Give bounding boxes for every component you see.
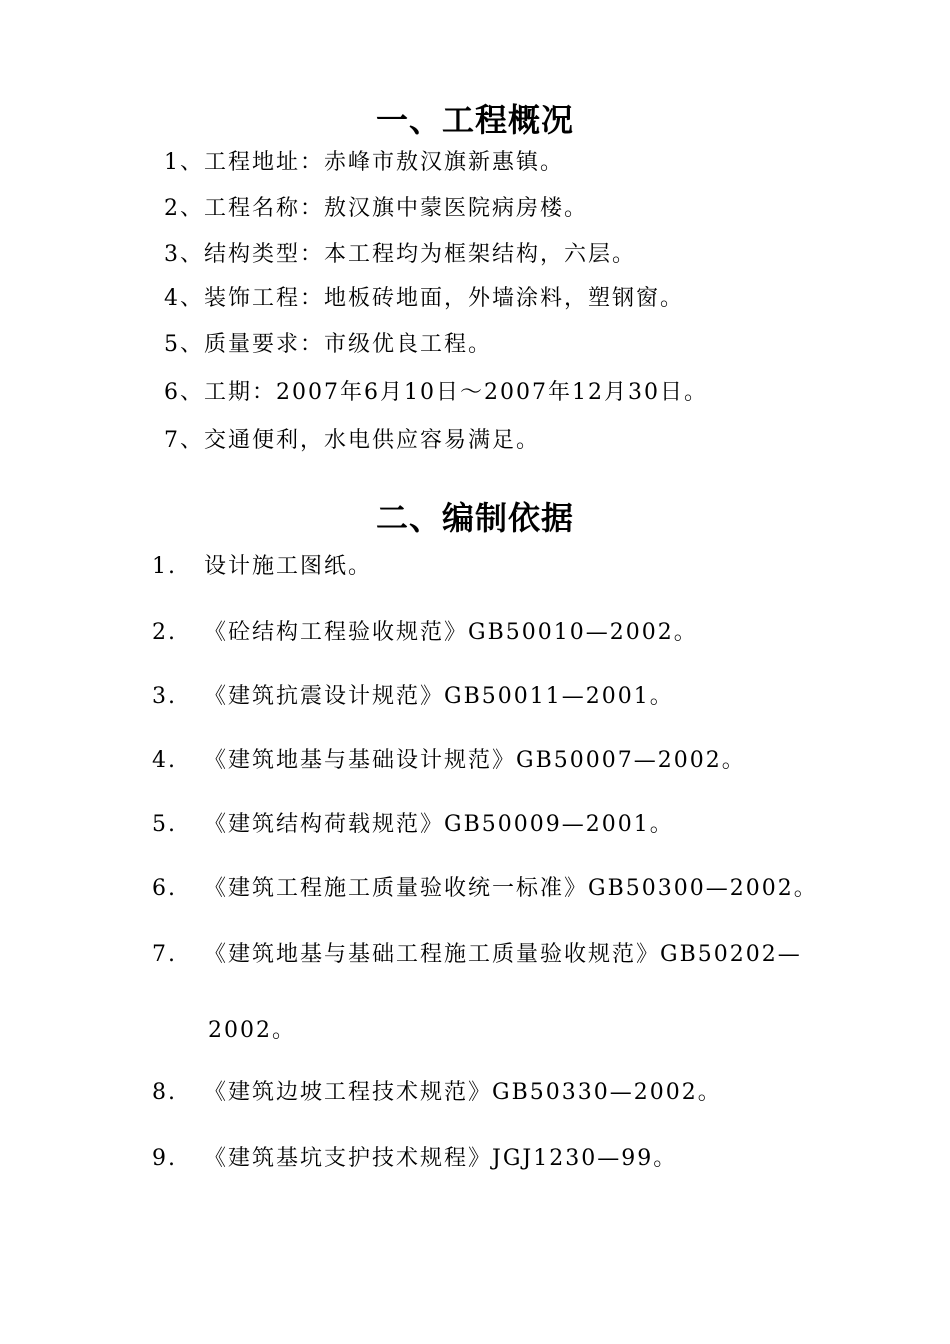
item-text: 《建筑结构荷载规范》GB50009—2001。 — [204, 812, 674, 837]
item-label-part2: 期： — [228, 380, 277, 405]
item-text: 《砼结构工程验收规范》GB50010—2002。 — [204, 620, 698, 645]
item-number: 3. — [152, 684, 177, 709]
overview-item-traffic — [164, 426, 540, 456]
overview-item-address — [164, 148, 564, 178]
item-text: 设计施工图纸。 — [204, 554, 373, 579]
item-value: 赤峰市敖汉旗新惠镇。 — [324, 150, 565, 175]
overview-item-duration — [164, 378, 708, 408]
item-value: 2007年6月10日～2007年12月30日。 — [276, 380, 708, 405]
section-title-overview: 一、工程概况 — [375, 101, 574, 139]
item-label: 质量要求： — [204, 332, 325, 357]
item-text: 《建筑地基与基础工程施工质量验收规范》GB50202— — [204, 942, 802, 967]
basis-item-9 — [152, 1144, 677, 1174]
item-label-part1: 工 — [204, 380, 229, 405]
item-number: 2、 — [164, 196, 204, 221]
basis-item-3 — [152, 682, 674, 712]
item-number: 3、 — [164, 242, 204, 267]
overview-item-name — [164, 194, 588, 224]
item-number: 1、 — [164, 150, 204, 175]
basis-item-7 — [152, 940, 802, 970]
item-number: 1. — [152, 554, 177, 579]
item-label: 装饰工程： — [204, 286, 325, 311]
item-number: 5、 — [164, 332, 204, 357]
item-text: 《建筑地基与基础设计规范》GB50007—2002。 — [204, 748, 746, 773]
item-text: 《建筑工程施工质量验收统一标准》GB50300—2002。 — [204, 876, 818, 901]
basis-item-2 — [152, 618, 698, 648]
item-number: 4、 — [164, 286, 204, 311]
item-number: 6. — [152, 876, 177, 901]
basis-item-1 — [152, 552, 372, 582]
item-text: 《建筑基坑支护技术规程》JGJ1230—99。 — [204, 1146, 678, 1171]
item-text: 交通便利，水电供应容易满足。 — [204, 428, 541, 453]
item-value: 地板砖地面，外墙涂料，塑钢窗。 — [324, 286, 685, 311]
item-label: 结构类型： — [204, 242, 325, 267]
basis-item-7-continuation: 2002。 — [208, 1018, 296, 1043]
section-title-basis: 二、编制依据 — [375, 499, 574, 537]
item-value: 市级优良工程。 — [324, 332, 493, 357]
basis-item-5 — [152, 810, 674, 840]
overview-item-quality — [164, 330, 492, 360]
item-value: 敖汉旗中蒙医院病房楼。 — [324, 196, 589, 221]
item-label: 工程地址： — [204, 150, 325, 175]
basis-item-4 — [152, 746, 746, 776]
item-number: 6、 — [164, 380, 204, 405]
item-value: 本工程均为框架结构，六层。 — [324, 242, 637, 267]
item-number: 2. — [152, 620, 177, 645]
item-number: 7、 — [164, 428, 204, 453]
basis-item-8 — [152, 1078, 722, 1108]
item-text: 《建筑边坡工程技术规范》GB50330—2002。 — [204, 1080, 722, 1105]
item-number: 7. — [152, 942, 177, 967]
item-number: 8. — [152, 1080, 177, 1105]
item-label: 工程名称： — [204, 196, 325, 221]
basis-item-6 — [152, 874, 818, 904]
item-number: 9. — [152, 1146, 177, 1171]
overview-item-structure — [164, 240, 636, 270]
item-number: 5. — [152, 812, 177, 837]
item-number: 4. — [152, 748, 177, 773]
overview-item-decoration — [164, 284, 684, 314]
item-text: 《建筑抗震设计规范》GB50011—2001。 — [204, 684, 674, 709]
